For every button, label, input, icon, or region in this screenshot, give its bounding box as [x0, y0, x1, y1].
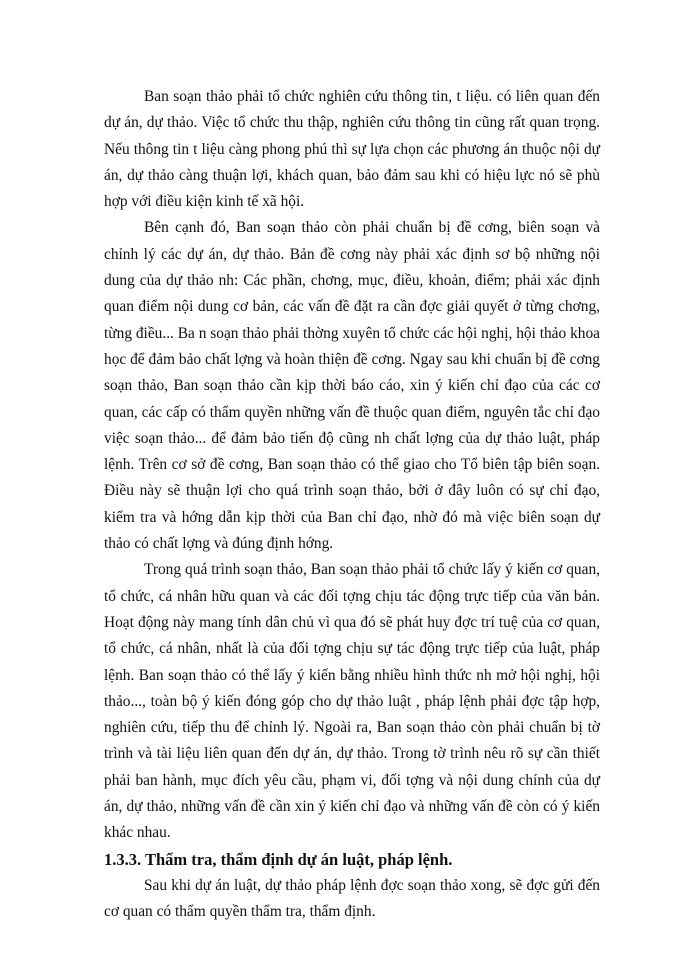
section-heading: 1.3.3. Thẩm tra, thẩm định dự án luật, pháp lệnh.: [104, 849, 453, 869]
paragraph-consultation: Trong quá trình soạn thảo, Ban soạn thảo phải tổ chức lấy ý kiến cơ quan, tổ chức, cá nhân hữu quan và các đối tợng chịu tác động trực tiếp của văn bản. Hoạt động này mang tính dân chủ vì qua đó sẽ phát huy đợc trí tuệ của cơ quan, tổ chức, cá nhân, nhất là của đối tợng chịu sự tác động trực tiếp của luật, pháp lệnh. Ban soạn thảo có thể lấy ý kiến bằng nhiều hình thức nh mở hội nghị, hội thảo..., toàn bộ ý kiến đóng góp cho dự thảo luật , pháp lệnh phải đợc tập hợp, nghiên cứu, tiếp thu để chỉnh lý. Ngoài ra, Ban soạn thảo còn phải chuẩn bị tờ trình và tài liệu liên quan đến dự án, dự thảo. Trong tờ trình nêu rõ sự cần thiết phải ban hành, mục đích yêu cầu, phạm vi, đối tợng và nội dung chính của dự án, dự thảo, những vấn đề cần xin ý kiến chỉ đạo và những vấn đề còn có ý kiến khác nhau.: [104, 561, 600, 842]
paragraph-review: Sau khi dự án luật, dự thảo pháp lệnh đợc soạn thảo xong, sẽ đợc gửi đến cơ quan có thẩm quyền thẩm tra, thẩm định.: [104, 876, 600, 921]
paragraph-research: Ban soạn thảo phải tổ chức nghiên cứu thông tin, t liệu. có liên quan đến dự án, dự thảo. Việc tổ chức thu thập, nghiên cứu thông tin cũng rất quan trọng. Nếu thông tin t liệu càng phong phú thì sự lựa chọn các phương án thuộc nội dự án, dự thảo càng thuận lợi, khách quan, bảo đảm sau khi có hiệu lực nó sẽ phù hợp với điều kiện kinh tế xã hội.: [104, 88, 600, 211]
document-page: [104, 84, 600, 926]
paragraph-outline: Bên cạnh đó, Ban soạn thảo còn phải chuẩn bị đề cơng, biên soạn và chỉnh lý các dự án, dự thảo. Bản đề cơng này phải xác định sơ bộ những nội dung của dự thảo nh: Các phần, chơng, mục, điều, khoản, điểm; phải xác định quan điểm nội dung cơ bản, các vấn đề đặt ra cần đợc giải quyết ở từng chơng, từng điều... Ba n soạn thảo phải thờng xuyên tổ chức các hội nghị, hội thảo khoa học để đảm bảo chất lợng và hoàn thiện đề cơng. Ngay sau khi chuẩn bị đề cơng soạn thảo, Ban soạn thảo cần kịp thời báo cáo, xin ý kiến chỉ đạo của các cơ quan, các cấp có thẩm quyền những vấn đề thuộc quan điểm, nguyên tắc chỉ đạo việc soạn thảo... để đảm bảo tiến độ cũng nh chất lợng của dự thảo luật, pháp lệnh. Trên cơ sở đề cơng, Ban soạn thảo có thể giao cho Tổ biên tập biên soạn. Điều này sẽ thuận lợi cho quá trình soạn thảo, bởi ở đây luôn có sự chỉ đạo, kiểm tra và hớng dẫn kịp thời của Ban chỉ đạo, nhờ đó mà việc biên soạn dự thảo có chất lợng và đúng định hớng.: [104, 219, 600, 553]
